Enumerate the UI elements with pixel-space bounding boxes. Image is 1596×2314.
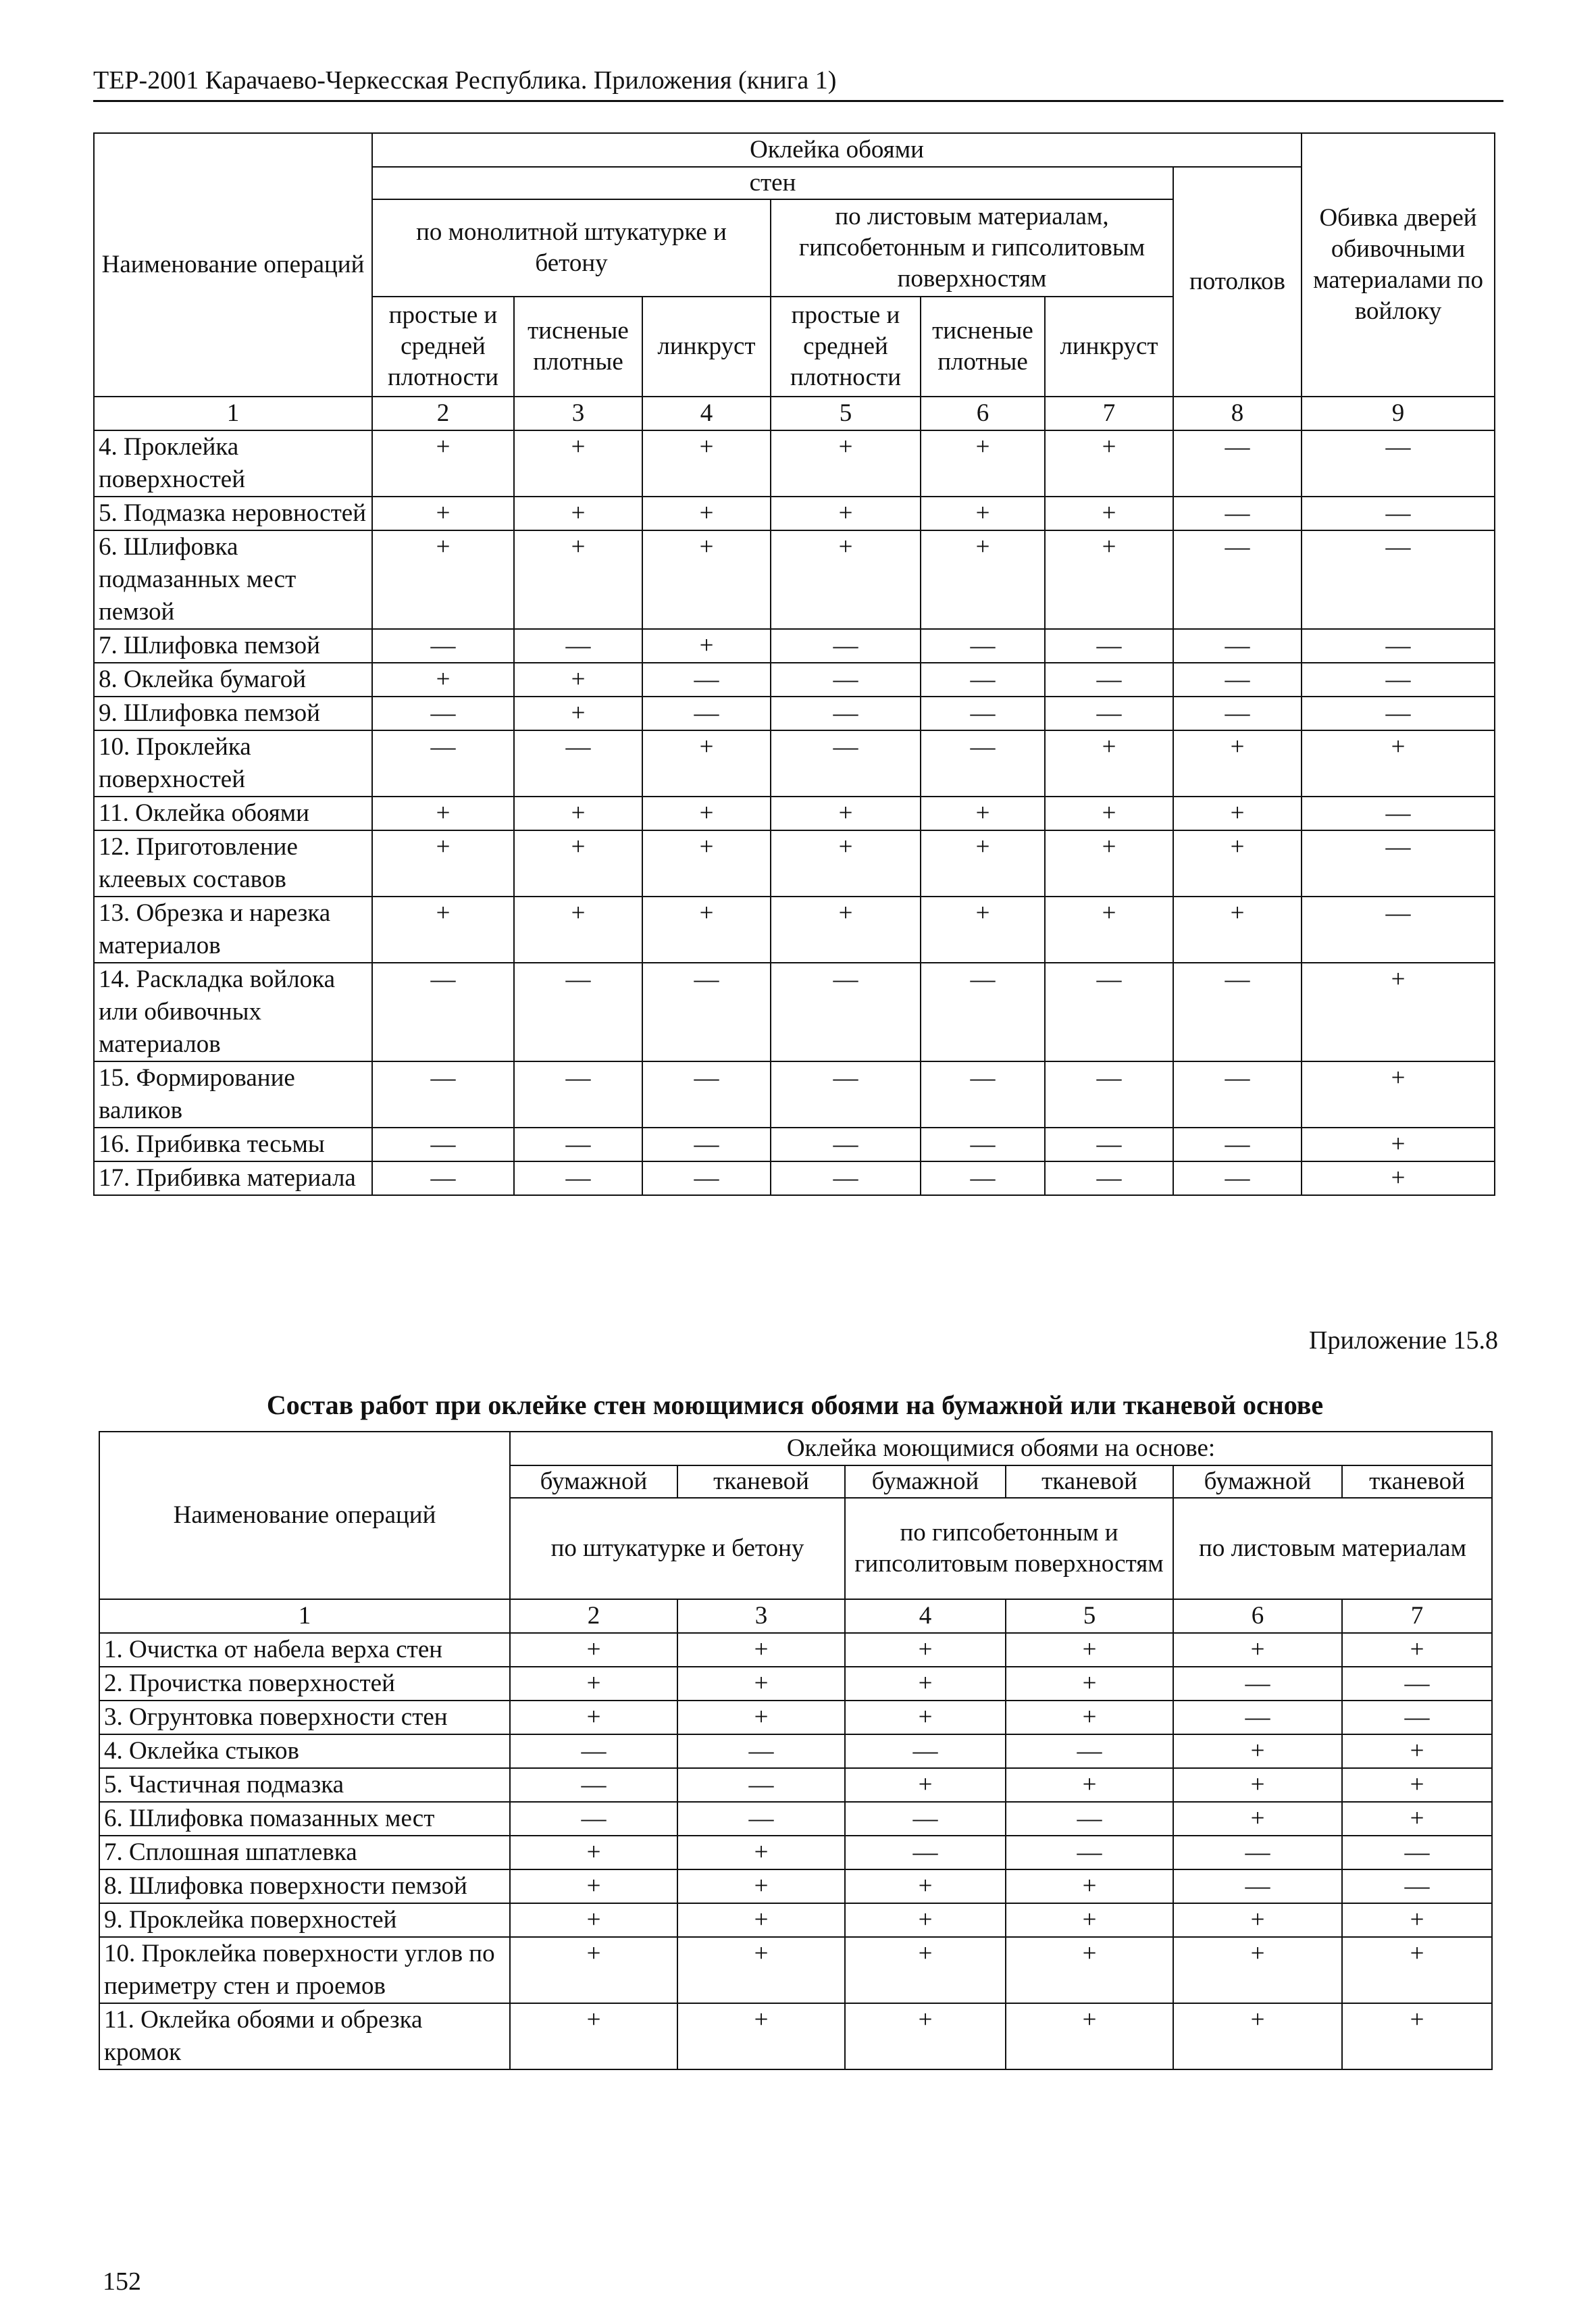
table-row (99, 1869, 1492, 1903)
operations-table-washable (99, 1431, 1493, 2070)
operation-name: 10. Проклейка поверхностей (94, 730, 372, 797)
col-number: 3 (677, 1599, 845, 1633)
mark-cell: — (845, 1734, 1006, 1768)
mark-cell: — (1342, 1667, 1492, 1701)
mark-cell: — (921, 1128, 1045, 1161)
mark-cell: + (921, 530, 1045, 629)
mark-cell: + (642, 497, 771, 530)
column-number-row (99, 1599, 1492, 1633)
mark-cell: — (1173, 497, 1302, 530)
mark-cell: + (677, 1667, 845, 1701)
header-gypsum-surfaces: по гипсобетонным и гипсолитовым поверхностям (845, 1498, 1173, 1599)
table2-title: Состав работ при оклейке стен моющимися обоями на бумажной или тканевой основе (266, 1390, 1324, 1420)
table-row (94, 830, 1495, 897)
mark-cell: + (514, 697, 642, 730)
header-washable-group: Оклейка моющимися обоями на основе: (510, 1432, 1492, 1465)
mark-cell: + (642, 730, 771, 797)
table-row (94, 497, 1495, 530)
table-row (99, 1937, 1492, 2003)
col-number: 5 (771, 397, 921, 430)
mark-cell: + (1173, 1903, 1342, 1937)
mark-cell: + (642, 797, 771, 830)
mark-cell: — (1173, 963, 1302, 1061)
mark-cell: + (1045, 430, 1173, 497)
mark-cell: + (677, 1937, 845, 2003)
col-number: 9 (1302, 397, 1495, 430)
header-embossed-2: тисненые плотные (921, 297, 1045, 397)
header-plaster-concrete: по штукатурке и бетону (510, 1498, 845, 1599)
mark-cell: — (642, 1128, 771, 1161)
mark-cell: — (1173, 663, 1302, 697)
mark-cell: + (677, 1633, 845, 1667)
mark-cell: — (1173, 697, 1302, 730)
col-number: 3 (514, 397, 642, 430)
header-simple-2: простые и средней плотности (771, 297, 921, 397)
mark-cell: + (677, 2003, 845, 2069)
mark-cell: — (510, 1768, 677, 1802)
table-row (94, 530, 1495, 629)
mark-cell: — (642, 1161, 771, 1195)
mark-cell: + (677, 1836, 845, 1869)
header-wallpaper-group: Оклейка обоями (372, 133, 1302, 167)
mark-cell: — (1173, 1701, 1342, 1734)
mark-cell: + (1342, 1937, 1492, 2003)
mark-cell: + (510, 2003, 677, 2069)
mark-cell: + (1173, 1633, 1342, 1667)
col-number: 2 (372, 397, 514, 430)
mark-cell: — (514, 1061, 642, 1128)
col-number: 7 (1045, 397, 1173, 430)
operation-name: 15. Формирование валиков (94, 1061, 372, 1128)
table-row (99, 1633, 1492, 1667)
col-number: 2 (510, 1599, 677, 1633)
mark-cell: — (921, 663, 1045, 697)
mark-cell: — (1342, 1701, 1492, 1734)
header-paper: бумажной (845, 1465, 1006, 1498)
mark-cell: — (514, 629, 642, 663)
operation-name: 16. Прибивка тесьмы (94, 1128, 372, 1161)
col-number: 1 (99, 1599, 510, 1633)
mark-cell: + (1342, 2003, 1492, 2069)
header-fabric: тканевой (1006, 1465, 1173, 1498)
mark-cell: — (1045, 1128, 1173, 1161)
header-monolith-plaster: по монолитной штукатурке и бетону (372, 199, 771, 297)
mark-cell: + (1302, 730, 1495, 797)
mark-cell: — (771, 1061, 921, 1128)
mark-cell: — (1173, 530, 1302, 629)
mark-cell: — (1045, 697, 1173, 730)
mark-cell: + (1045, 830, 1173, 897)
col-number: 1 (94, 397, 372, 430)
table-row (94, 730, 1495, 797)
mark-cell: — (1045, 1061, 1173, 1128)
mark-cell: + (514, 430, 642, 497)
mark-cell: + (510, 1836, 677, 1869)
mark-cell: — (1302, 629, 1495, 663)
mark-cell: + (845, 1869, 1006, 1903)
mark-cell: + (1006, 1937, 1173, 2003)
mark-cell: + (845, 1633, 1006, 1667)
table-row (94, 430, 1495, 497)
mark-cell: — (921, 963, 1045, 1061)
mark-cell: — (1302, 430, 1495, 497)
mark-cell: + (510, 1633, 677, 1667)
mark-cell: + (771, 797, 921, 830)
mark-cell: + (372, 797, 514, 830)
table-row (94, 663, 1495, 697)
header-lincrusta-1: линкруст (642, 297, 771, 397)
mark-cell: — (1342, 1836, 1492, 1869)
table-row (94, 963, 1495, 1061)
mark-cell: — (771, 730, 921, 797)
mark-cell: + (1342, 1734, 1492, 1768)
operation-name: 9. Проклейка поверхностей (99, 1903, 510, 1937)
header-sheet-materials: по листовым материалам (1173, 1498, 1492, 1599)
table-row (94, 697, 1495, 730)
mark-cell: — (372, 730, 514, 797)
mark-cell: + (1173, 1937, 1342, 2003)
col-number: 4 (845, 1599, 1006, 1633)
header-walls: стен (372, 167, 1173, 199)
operation-name: 4. Оклейка стыков (99, 1734, 510, 1768)
mark-cell: — (771, 663, 921, 697)
mark-cell: + (642, 629, 771, 663)
table-row (99, 1836, 1492, 1869)
mark-cell: + (1302, 1161, 1495, 1195)
mark-cell: — (514, 963, 642, 1061)
mark-cell: + (1302, 1061, 1495, 1128)
mark-cell: — (771, 697, 921, 730)
mark-cell: + (1173, 1734, 1342, 1768)
mark-cell: — (1173, 1128, 1302, 1161)
operation-name: 6. Шлифовка помазанных мест (99, 1802, 510, 1836)
mark-cell: + (1342, 1802, 1492, 1836)
mark-cell: + (1342, 1903, 1492, 1937)
col-number: 8 (1173, 397, 1302, 430)
mark-cell: + (677, 1701, 845, 1734)
mark-cell: + (372, 830, 514, 897)
mark-cell: + (642, 897, 771, 963)
mark-cell: — (1045, 1161, 1173, 1195)
mark-cell: — (921, 1161, 1045, 1195)
mark-cell: — (1302, 797, 1495, 830)
table-row (99, 1701, 1492, 1734)
mark-cell: + (372, 530, 514, 629)
header-fabric: тканевой (677, 1465, 845, 1498)
mark-cell: + (510, 1667, 677, 1701)
mark-cell: + (1173, 897, 1302, 963)
mark-cell: + (510, 1937, 677, 2003)
operation-name: 12. Приготовление клеевых составов (94, 830, 372, 897)
header-lincrusta-2: линкруст (1045, 297, 1173, 397)
mark-cell: + (372, 497, 514, 530)
table-row (99, 1802, 1492, 1836)
mark-cell: — (1006, 1734, 1173, 1768)
mark-cell: + (514, 830, 642, 897)
mark-cell: — (677, 1734, 845, 1768)
mark-cell: + (677, 1869, 845, 1903)
mark-cell: — (1302, 830, 1495, 897)
mark-cell: — (514, 730, 642, 797)
operation-name: 1. Очистка от набела верха стен (99, 1633, 510, 1667)
mark-cell: — (771, 963, 921, 1061)
mark-cell: — (642, 1061, 771, 1128)
mark-cell: — (642, 663, 771, 697)
mark-cell: — (372, 1128, 514, 1161)
mark-cell: + (771, 530, 921, 629)
operation-name: 9. Шлифовка пемзой (94, 697, 372, 730)
operation-name: 4. Проклейка поверхностей (94, 430, 372, 497)
mark-cell: + (845, 1768, 1006, 1802)
operation-name: 8. Оклейка бумагой (94, 663, 372, 697)
mark-cell: — (677, 1768, 845, 1802)
table-row (99, 2003, 1492, 2069)
mark-cell: — (514, 1161, 642, 1195)
mark-cell: + (921, 797, 1045, 830)
table-row (99, 1734, 1492, 1768)
mark-cell: + (1045, 497, 1173, 530)
header-ceilings: потолков (1173, 167, 1302, 397)
mark-cell: + (1006, 2003, 1173, 2069)
mark-cell: + (1045, 730, 1173, 797)
mark-cell: + (921, 830, 1045, 897)
mark-cell: + (1006, 1869, 1173, 1903)
mark-cell: + (921, 897, 1045, 963)
mark-cell: — (372, 1061, 514, 1128)
mark-cell: + (1173, 830, 1302, 897)
mark-cell: — (1173, 629, 1302, 663)
mark-cell: — (1045, 663, 1173, 697)
header-paper: бумажной (510, 1465, 677, 1498)
operation-name: 6. Шлифовка подмазанных мест пемзой (94, 530, 372, 629)
mark-cell: — (1006, 1836, 1173, 1869)
mark-cell: — (677, 1802, 845, 1836)
page-number: 152 (103, 2267, 141, 2296)
header-embossed-1: тисненые плотные (514, 297, 642, 397)
mark-cell: + (514, 897, 642, 963)
mark-cell: — (1173, 1667, 1342, 1701)
mark-cell: — (514, 1128, 642, 1161)
mark-cell: + (921, 430, 1045, 497)
mark-cell: — (771, 629, 921, 663)
operation-name: 8. Шлифовка поверхности пемзой (99, 1869, 510, 1903)
operation-name: 5. Частичная подмазка (99, 1768, 510, 1802)
mark-cell: + (1173, 1768, 1342, 1802)
operation-name: 11. Оклейка обоями и обрезка кромок (99, 2003, 510, 2069)
mark-cell: — (1173, 1869, 1342, 1903)
mark-cell: + (1302, 963, 1495, 1061)
mark-cell: — (510, 1734, 677, 1768)
operation-name: 5. Подмазка неровностей (94, 497, 372, 530)
mark-cell: + (1173, 797, 1302, 830)
table-row (94, 797, 1495, 830)
mark-cell: + (677, 1903, 845, 1937)
header-operation-name: Наименование операций (94, 133, 372, 397)
col-number: 5 (1006, 1599, 1173, 1633)
col-number: 6 (921, 397, 1045, 430)
mark-cell: + (642, 830, 771, 897)
table-row (94, 1161, 1495, 1195)
mark-cell: — (372, 697, 514, 730)
mark-cell: — (1302, 897, 1495, 963)
header-operation-name: Наименование операций (99, 1432, 510, 1599)
header-sheet-materials: по листовым материалам, гипсобетонным и гипсолитовым поверхностям (771, 199, 1173, 297)
mark-cell: + (642, 430, 771, 497)
mark-cell: — (921, 629, 1045, 663)
mark-cell: + (514, 663, 642, 697)
mark-cell: + (1173, 2003, 1342, 2069)
mark-cell: + (771, 430, 921, 497)
mark-cell: + (845, 1701, 1006, 1734)
mark-cell: — (1045, 963, 1173, 1061)
mark-cell: — (1006, 1802, 1173, 1836)
mark-cell: — (771, 1128, 921, 1161)
mark-cell: + (1006, 1768, 1173, 1802)
mark-cell: + (1045, 797, 1173, 830)
table-row (99, 1768, 1492, 1802)
mark-cell: + (1342, 1768, 1492, 1802)
mark-cell: — (1173, 1161, 1302, 1195)
table-row (99, 1667, 1492, 1701)
mark-cell: + (1006, 1701, 1173, 1734)
mark-cell: — (1342, 1869, 1492, 1903)
mark-cell: — (510, 1802, 677, 1836)
mark-cell: — (1173, 1836, 1342, 1869)
mark-cell: + (921, 497, 1045, 530)
mark-cell: + (1006, 1633, 1173, 1667)
mark-cell: — (845, 1836, 1006, 1869)
operation-name: 10. Проклейка поверхности углов по периметру стен и проемов (99, 1937, 510, 2003)
mark-cell: + (845, 1667, 1006, 1701)
mark-cell: + (372, 897, 514, 963)
operation-name: 2. Прочистка поверхностей (99, 1667, 510, 1701)
header-paper: бумажной (1173, 1465, 1342, 1498)
operation-name: 7. Сплошная шпатлевка (99, 1836, 510, 1869)
mark-cell: — (921, 730, 1045, 797)
mark-cell: + (1006, 1903, 1173, 1937)
mark-cell: + (372, 663, 514, 697)
mark-cell: — (1302, 530, 1495, 629)
operation-name: 7. Шлифовка пемзой (94, 629, 372, 663)
header-door-upholstery: Обивка дверей обивочными материалами по войлоку (1302, 133, 1495, 397)
mark-cell: — (1302, 697, 1495, 730)
table-row (94, 629, 1495, 663)
mark-cell: — (1045, 629, 1173, 663)
mark-cell: — (1302, 663, 1495, 697)
mark-cell: + (1006, 1667, 1173, 1701)
mark-cell: — (642, 963, 771, 1061)
operation-name: 14. Раскладка войлока или обивочных материалов (94, 963, 372, 1061)
mark-cell: — (372, 963, 514, 1061)
mark-cell: — (921, 1061, 1045, 1128)
mark-cell: + (514, 497, 642, 530)
mark-cell: + (642, 530, 771, 629)
operation-name: 17. Прибивка материала (94, 1161, 372, 1195)
mark-cell: + (372, 430, 514, 497)
mark-cell: — (771, 1161, 921, 1195)
mark-cell: — (1173, 430, 1302, 497)
column-number-row (94, 397, 1495, 430)
table-row (94, 1061, 1495, 1128)
running-header: ТЕР-2001 Карачаево-Черкесская Республика. Приложения (книга 1) (93, 65, 1503, 102)
mark-cell: — (1302, 497, 1495, 530)
table-row (99, 1903, 1492, 1937)
mark-cell: + (1302, 1128, 1495, 1161)
table-row (94, 897, 1495, 963)
mark-cell: — (372, 1161, 514, 1195)
mark-cell: + (514, 530, 642, 629)
mark-cell: + (845, 1903, 1006, 1937)
mark-cell: + (845, 1937, 1006, 2003)
col-number: 7 (1342, 1599, 1492, 1633)
mark-cell: + (510, 1869, 677, 1903)
operation-name: 13. Обрезка и нарезка материалов (94, 897, 372, 963)
mark-cell: + (1045, 530, 1173, 629)
appendix-label: Приложение 15.8 (1309, 1326, 1498, 1355)
mark-cell: + (1173, 1802, 1342, 1836)
mark-cell: — (372, 629, 514, 663)
mark-cell: + (1342, 1633, 1492, 1667)
operation-name: 3. Огрунтовка поверхности стен (99, 1701, 510, 1734)
operations-table-wallpaper (93, 132, 1495, 1196)
col-number: 4 (642, 397, 771, 430)
mark-cell: + (514, 797, 642, 830)
mark-cell: — (642, 697, 771, 730)
header-simple-1: простые и средней плотности (372, 297, 514, 397)
mark-cell: — (921, 697, 1045, 730)
mark-cell: + (510, 1903, 677, 1937)
mark-cell: + (1173, 730, 1302, 797)
operation-name: 11. Оклейка обоями (94, 797, 372, 830)
mark-cell: + (845, 2003, 1006, 2069)
mark-cell: + (510, 1701, 677, 1734)
table-row (94, 1128, 1495, 1161)
mark-cell: — (845, 1802, 1006, 1836)
header-fabric: тканевой (1342, 1465, 1492, 1498)
mark-cell: + (771, 830, 921, 897)
mark-cell: + (771, 897, 921, 963)
mark-cell: — (1173, 1061, 1302, 1128)
mark-cell: + (771, 497, 921, 530)
mark-cell: + (1045, 897, 1173, 963)
col-number: 6 (1173, 1599, 1342, 1633)
